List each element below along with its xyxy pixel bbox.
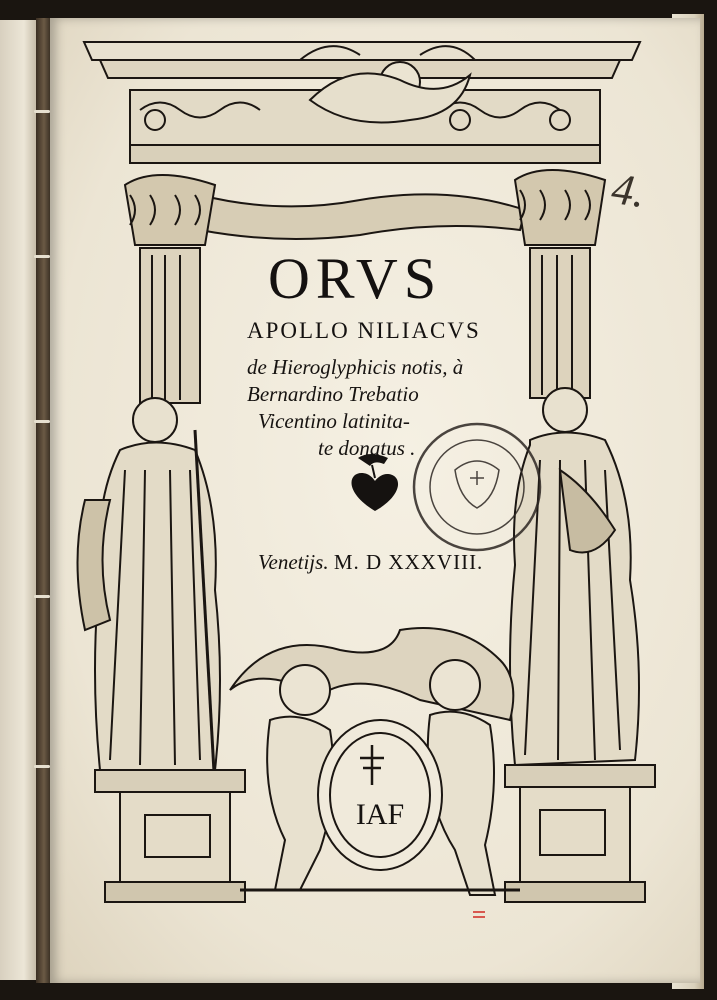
- printers-mark-monogram: IAF: [355, 798, 405, 831]
- right-column: [515, 170, 605, 398]
- left-caryatid-figure: [78, 398, 221, 790]
- left-pedestal: [95, 770, 245, 902]
- imprint-place: Venetijs.: [258, 550, 329, 574]
- book-title: ORVS: [268, 246, 443, 311]
- heart-fleuron-icon: [351, 454, 398, 511]
- author-line: APOLLO NILIACVS: [247, 318, 481, 343]
- description-line-2: Bernardino Trebatio: [247, 382, 419, 406]
- printers-mark-letters: [340, 790, 420, 835]
- cornice: [84, 42, 640, 60]
- right-caryatid-figure: [510, 388, 639, 765]
- imprint-year: M. D XXXVIII.: [333, 550, 484, 574]
- left-column: [125, 175, 215, 403]
- imprint-line: [258, 550, 483, 575]
- description-line-4: te donatus .: [318, 436, 416, 460]
- handwritten-folio-number: 4.: [608, 163, 649, 218]
- red-ink-marks: [473, 911, 485, 921]
- right-pedestal: [505, 765, 655, 902]
- curtain-drape: [200, 194, 525, 239]
- description-line-1: de Hieroglyphicis notis, à: [247, 355, 464, 379]
- description-line-3: Vicentino latinita-: [258, 409, 410, 433]
